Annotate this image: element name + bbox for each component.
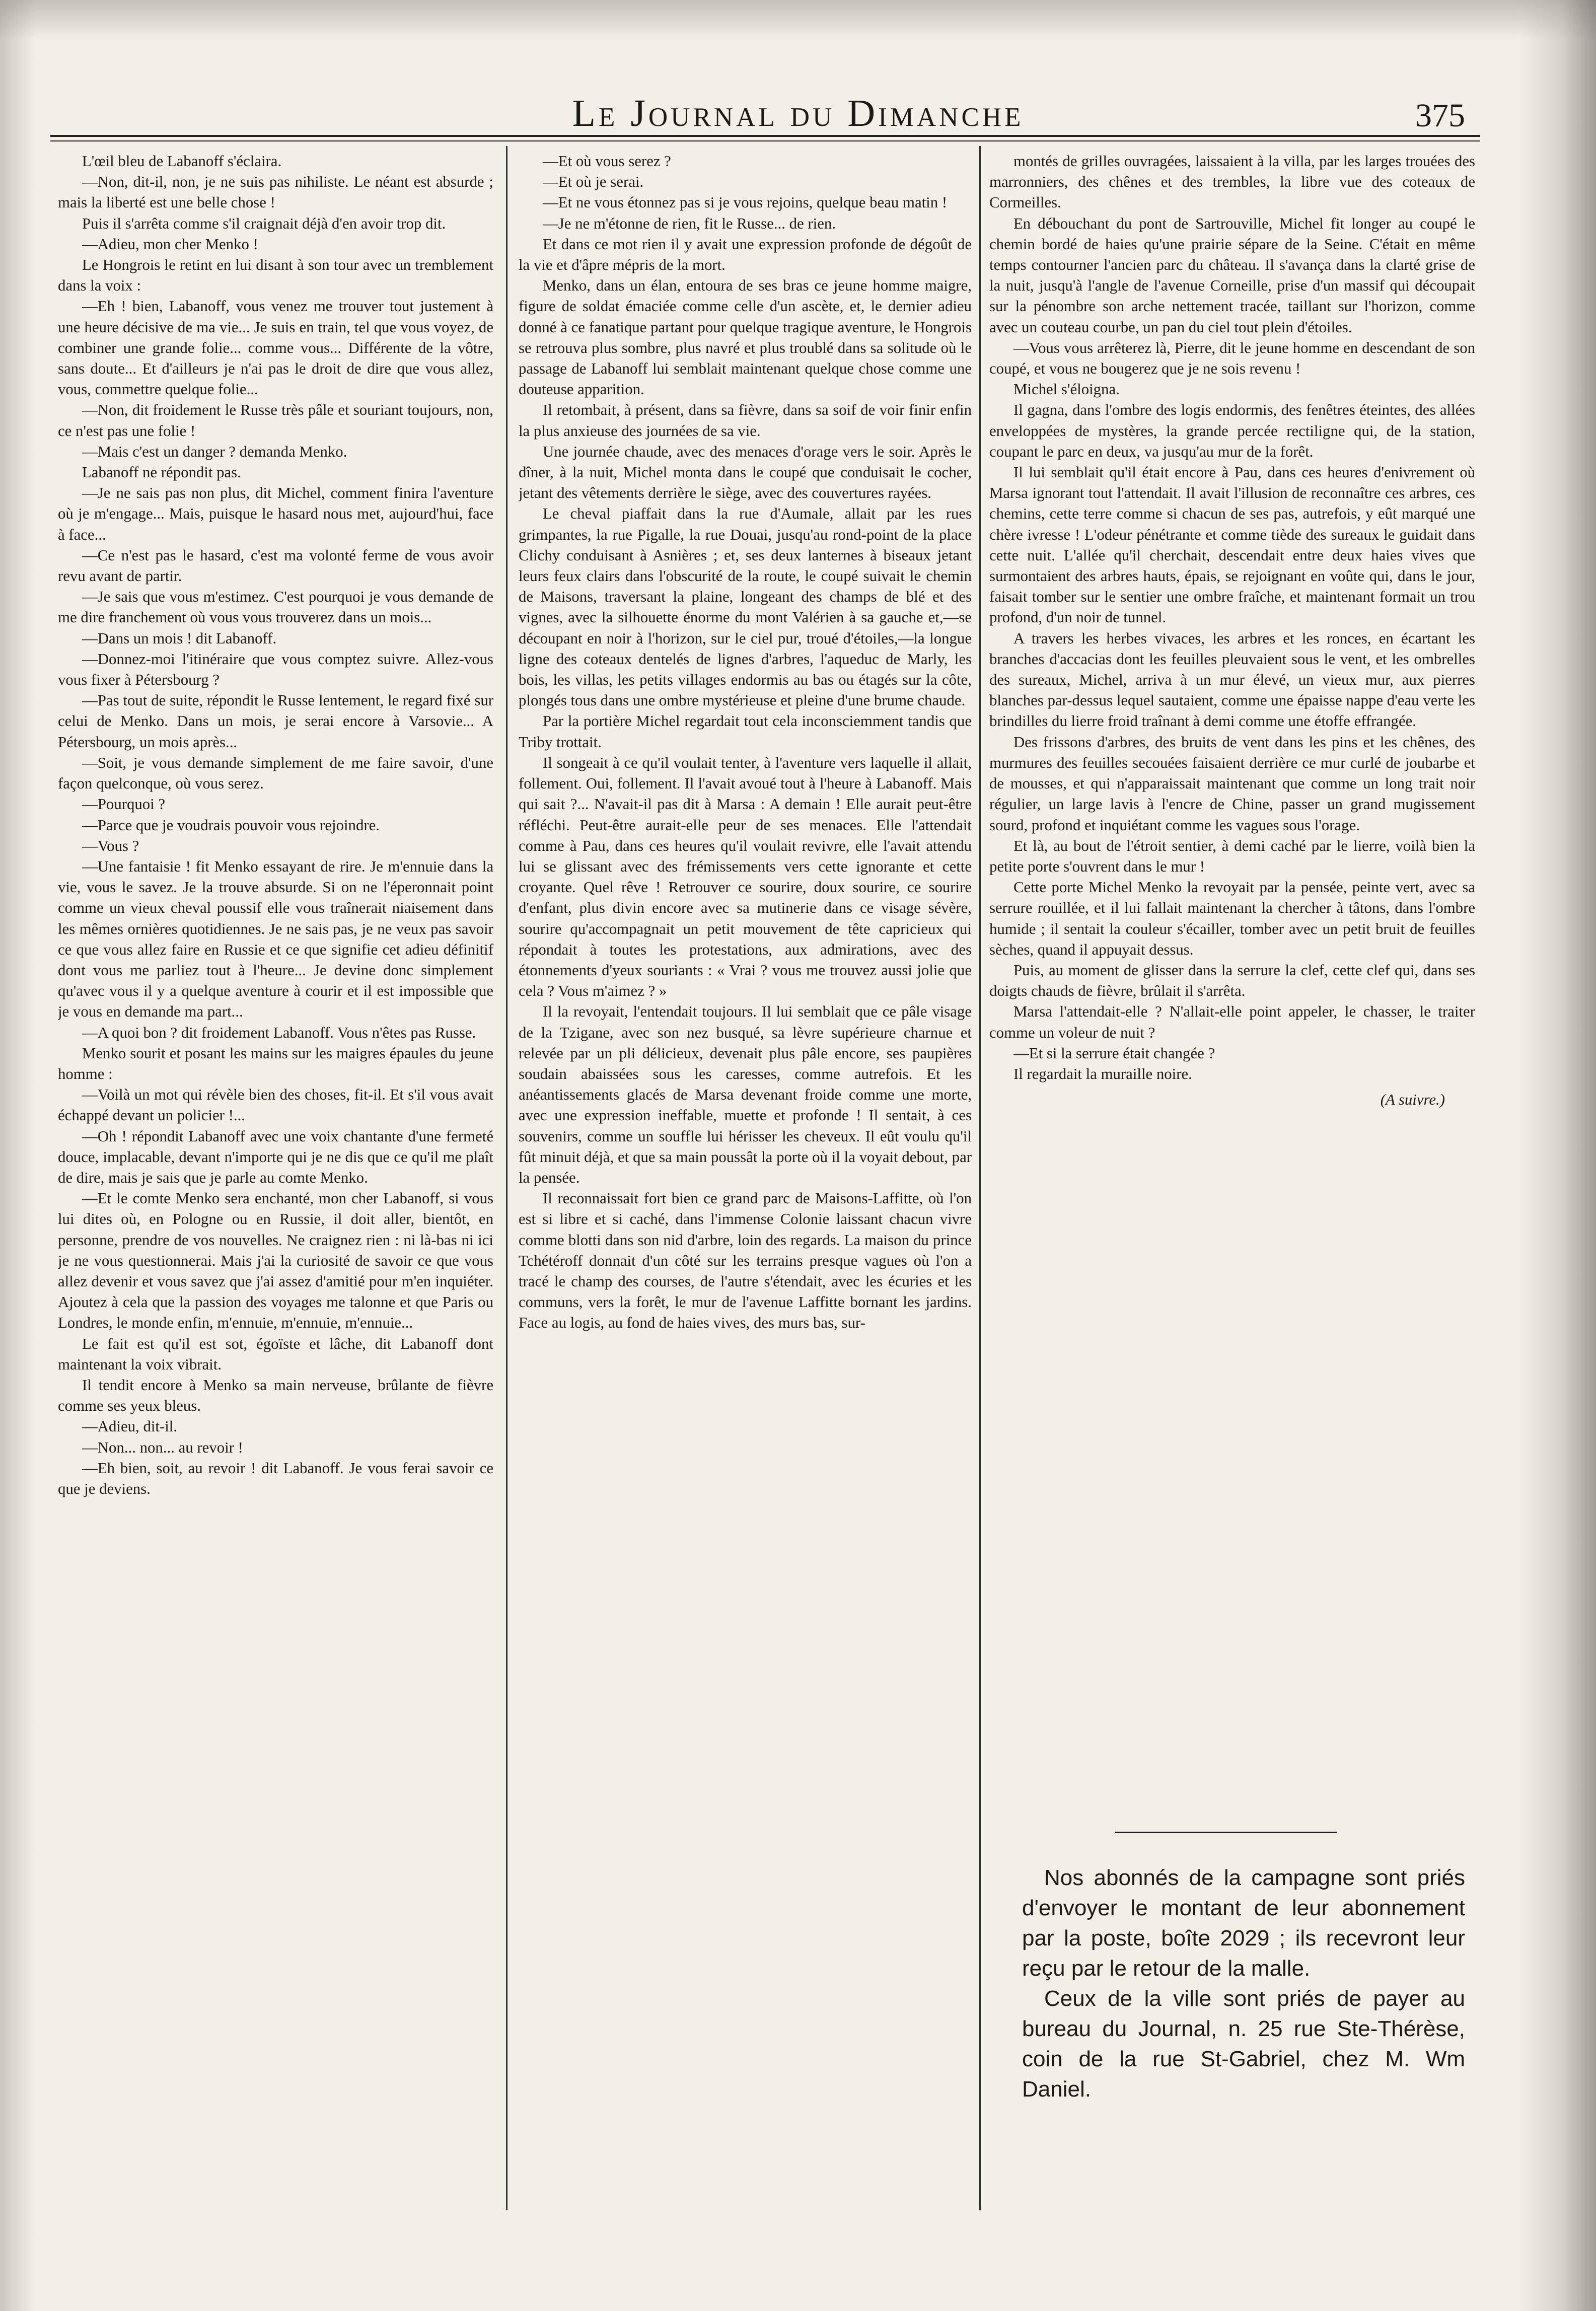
text-column-3 [989,151,1475,1813]
paragraph: Et dans ce mot rien il y avait une expression profonde de dégoût de la vie et d'âpre mépris de la mort. [519,235,972,274]
paragraph: —Ce n'est pas le hasard, c'est ma volonté ferme de vous avoir revu avant de partir. [58,546,493,585]
page-shadow-left [0,0,35,2311]
column-divider [979,146,981,2210]
paragraph: —Adieu, mon cher Menko ! [82,235,258,253]
paragraph: Le Hongrois le retint en lui disant à son tour avec un tremblement dans la voix : [58,256,493,295]
paragraph: Le cheval piaffait dans la rue d'Aumale, allait par les rues grimpantes, la rue Pigalle, la rue Douai, jusqu'au rond-point de la place Clichy conduisant à Asnières ; et, ses deux lanternes à biseaux jetant leurs feux clairs dans l'obscurité de la route, le coupé suivait le chemin de Maisons, traversant la plaine, longeant des champs de blé et des vignes, avec la silhouette énorme du mont Valérien à sa gauche et,—se découpant en noir à l'horizon, sur le ciel pur, troué d'étoiles,—la longue ligne des coteaux dentelés de lignes d'arbres, l'aqueduc de Marly, les bois, les villas, les petits villages endormis au bas ou étagés sur la côte, plongés tous dans une ombre mystérieuse et pleine d'une brume chaude. [519,505,972,709]
paragraph: —Eh ! bien, Labanoff, vous venez me trouver tout justement à une heure décisive de ma vie... Je suis en train, tel que vous voyez, de combiner une grande folie... comme vous... Différente de la vôtre, sans doute... Et d'ailleurs je n'ai pas le droit de dire que vous allez, vous, commettre quelque folie... [58,298,493,398]
paragraph: Il retombait, à présent, dans sa fièvre, dans sa soif de voir finir enfin la plus anxieuse des journées de sa vie. [519,401,972,440]
paragraph: Le fait est qu'il est sot, égoïste et lâche, dit Labanoff dont maintenant la voix vibrait. [58,1335,493,1373]
paragraph: A travers les herbes vivaces, les arbres et les ronces, en écartant les branches d'accacias dont les feuilles pleuvaient sous le vent, et les ombrelles des sureaux, Michel, arriva à un mur élevé, un vieux mur, aux pierres blanches par-dessus lequel sautaient, comme une épaisse nappe d'eau verte les brindilles du lierre froid traînant à demi comme une étoffe effrangée. [989,629,1475,730]
header-rule-thin [50,140,1480,141]
paragraph: Il tendit encore à Menko sa main nerveuse, brûlante de fièvre comme ses yeux bleus. [58,1376,493,1415]
paragraph: Puis il s'arrêta comme s'il craignait déjà d'en avoir trop dit. [82,214,446,232]
paragraph: En débouchant du pont de Sartrouville, Michel fit longer au coupé le chemin bordé de haies qu'une prairie sépare de la Seine. C'était en même temps contourner l'ancien parc du château. Il s'avança dans la clarté grise de la nuit, jusqu'à l'angle de l'avenue Corneille, prise d'un massif qui découpait sur la pénombre son arche nettement tracée, taillant sur l'horizon, comme avec un couteau courbe, un pan du ciel tout plein d'étoiles. [989,214,1475,336]
paragraph: —Adieu, dit-il. [82,1418,178,1435]
paragraph: Il regardait la muraille noire. [1013,1065,1192,1082]
paragraph: —Pas tout de suite, répondit le Russe lentement, le regard fixé sur celui de Menko. Dans un mois, je serai encore à Varsovie... A Pétersbourg, un mois après... [58,692,493,751]
text-column-2 [519,151,972,2185]
paragraph: Il reconnaissait fort bien ce grand parc de Maisons-Laffitte, où l'on est si libre et si caché, dans l'immense Colonie laissant chacun vivre comme blotti dans son nid d'arbre, loin des regards. La maison du prince Tchétéroff donnait d'un côté sur les terrains presque vagues où l'on a tracé le champ des courses, de l'autre s'étendait, avec les écuries et les communs, vers la forêt, le mur de l'avenue Laffitte bornant les jardins. Face au logis, au fond de haies vives, des murs bas, sur- [519,1190,972,1332]
paragraph: Par la portière Michel regardait tout cela inconsciemment tandis que Triby trottait. [519,712,972,751]
paragraph: —Soit, je vous demande simplement de me faire savoir, d'une façon quelconque, où vous serez. [58,754,493,792]
paragraph: —Et où je serai. [543,173,644,191]
paragraph: Il lui semblait qu'il était encore à Pau, dans ces heures d'enivrement où Marsa ignorant tout l'attendait. Il avait l'illusion de reconnaître ces arbres, ces chemins, cette terre comme si chacun de ses pas, autrefois, y eût marqué une chère ivresse ! L'odeur pénétrante et comme tiède des sureaux le guidait dans cette nuit. L'allée qu'il cherchait, descendait entre deux haies vives que surmontaient des arbres hauts, épais, se rejoignant en voûte qui, dans le jour, faisait tomber sur le sentier une ombre fraîche, et maintenant formait un trou profond, d'un noir de tunnel. [989,464,1475,626]
paragraph: —Je sais que vous m'estimez. C'est pourquoi je vous demande de me dire franchement où vous vous trouverez dans un mois... [58,588,493,626]
subscription-notice [1022,1863,1465,2105]
paragraph: —Non... non... au revoir ! [82,1438,243,1456]
notice-separator [1115,1832,1337,1833]
paragraph: —Et si la serrure était changée ? [1013,1044,1215,1062]
notice-paragraph: Nos abonnés de la campagne sont priés d'envoyer le montant de leur abonnement par la poste, boîte 2029 ; ils recevront leur reçu par le retour de la malle. [1022,1865,1465,1981]
paragraph: —Je ne sais pas non plus, dit Michel, comment finira l'aventure où je m'engage... Mais, puisque le hasard nous met, aujourd'hui, face à face... [58,484,493,543]
paragraph: Il gagna, dans l'ombre des logis endormis, des fenêtres éteintes, des allées enveloppées de mystères, la grande percée rectiligne qui, de la station, coupant le parc en deux, va jusqu'au mur de la forêt. [989,401,1475,460]
paragraph: Et là, au bout de l'étroit sentier, à demi caché par le lierre, voilà bien la petite porte s'ouvrent dans le mur ! [989,837,1475,875]
page-number: 375 [1415,97,1465,134]
paragraph: Il songeait à ce qu'il voulait tenter, à l'aventure vers laquelle il allait, follement. Oui, follement. Il l'avait avoué tout à l'heure à Labanoff. Mais qui sait ?... N'avait-il pas dit à Marsa : A demain ! Elle aurait peut-être réfléchi. Peut-être aurait-elle peur de ses menaces. Elle l'attendait comme à Pau, dans ces heures qu'il voulait revivre, elle l'avait attendu lui se glissant avec des frémissements vers cette ignorante et cette croyante. Quel rêve ! Retrouver ce sourire, doux sourire, ce sourire d'enfant, plus divin encore avec sa mutinerie dans ce visage sévère, sourire qu'accompagnait un petit mouvement de tête capricieux qui répondait à toutes les protestations, aux admirations, avec des étonnements d'yeux souriants : « Vrai ? vous me trouvez aussi jolie que cela ? Vous m'aimez ? » [519,754,972,1000]
paragraph: —Parce que je voudrais pouvoir vous rejoindre. [82,816,380,834]
paragraph: —Vous vous arrêterez là, Pierre, dit le jeune homme en descendant de son coupé, et vous ne bougerez que je ne sois revenu ! [989,339,1475,378]
paragraph: Marsa l'attendait-elle ? N'allait-elle point appeler, le chasser, le traiter comme un voleur de nuit ? [989,1003,1475,1041]
paragraph: montés de grilles ouvragées, laissaient à la villa, par les larges trouées des marronniers, des chênes et des trembles, la libre vue des coteaux de Cormeilles. [989,153,1475,211]
paragraph: Une journée chaude, avec des menaces d'orage vers le soir. Après le dîner, à la nuit, Michel monta dans le coupé que conduisait le cocher, jetant des vêtements derrière le siège, avec des couvertures rayées. [519,443,972,502]
paragraph: Puis, au moment de glisser dans la serrure la clef, cette clef qui, dans ses doigts chauds de fièvre, brûlait il s'arrêta. [989,961,1475,1000]
paragraph: Michel s'éloigna. [1013,381,1120,398]
header-rule [50,135,1480,137]
paragraph: —Mais c'est un danger ? demanda Menko. [82,443,347,460]
page-shadow-top [0,0,1596,40]
paragraph: —Dans un mois ! dit Labanoff. [82,629,277,647]
paragraph: Il la revoyait, l'entendait toujours. Il lui semblait que ce pâle visage de la Tzigane, avec son nez busqué, sa lèvre supérieure charnue et relevée par un pli délicieux, devenait plus pâle encore, ses paupières soudain abaissées sous les caresses, comme autrefois. Et les anéantissements glacés de Marsa devenant froide comme une morte, avec une expression ineffable, muette et profonde ! Il sentait, à ces souvenirs, comme un souffle lui hérisser les cheveux. Il eût voulu qu'il fût minuit déjà, et que sa main poussât la porte où il la voyait debout, par la pensée. [519,1003,972,1186]
paragraph: —Pourquoi ? [82,796,166,813]
paragraph: —Non, dit froidement le Russe très pâle et souriant toujours, non, ce n'est pas une folie ! [58,401,493,440]
paragraph: —Non, dit-il, non, je ne suis pas nihiliste. Le néant est absurde ; mais la liberté est une belle chose ! [58,173,493,211]
paragraph: —Eh bien, soit, au revoir ! dit Labanoff. Je vous ferai savoir ce que je deviens. [58,1459,493,1497]
paragraph: Menko, dans un élan, entoura de ses bras ce jeune homme maigre, figure de soldat émaciée comme celle d'un ascète, et, le dernier adieu donné à ce fanatique partant pour quelque tragique aventure, le Hongrois se retrouva plus sombre, plus navré et plus troublé dans sa solitude où le passage de Labanoff lui semblait maintenant quelque chose comme une douteuse apparition. [519,277,972,398]
paragraph: —Et ne vous étonnez pas si je vous rejoins, quelque beau matin ! [543,194,948,211]
to-be-continued: (A suivre.) [1380,1091,1445,1109]
text-column-1 [58,151,493,2185]
paragraph: —Oh ! répondit Labanoff avec une voix chantante d'une fermeté douce, implacable, devant n'importe qui je ne dis que ce qu'il me plaît de dire, mais je sais que je parle au comte Menko. [58,1127,493,1186]
paragraph: Des frissons d'arbres, des bruits de vent dans les pins et les chênes, des murmures des feuilles secouées faisaient derrière ce mur curlé de joubarbe et de mousses, et qui n'apparaissait maintenant que comme un long trait noir régulier, un large lavis à l'encre de Chine, passer un grand mugissement sourd, profond et inquiétant comme les vagues sous l'orage. [989,733,1475,834]
paragraph: Cette porte Michel Menko la revoyait par la pensée, peinte vert, avec sa serrure rouillée, et il lui fallait maintenant la chercher à tâtons, dans l'ombre humide ; il sentait la couleur s'écailler, tomber avec un petit bruit de feuilles sèches, quand il appuyait dessus. [989,879,1475,958]
paragraph: —Et où vous serez ? [543,153,671,170]
page-shadow-right [1520,0,1596,2311]
paragraph: —Une fantaisie ! fit Menko essayant de rire. Je m'ennuie dans la vie, vous le savez. Je la trouve absurde. Si on ne l'éperonnait point comme un vieux cheval poussif elle vous traînerait niaisement dans les mêmes ornières quotidiennes. Je ne sais pas, je ne veux pas savoir ce que vous allez faire en Russie et ce que signifie cet adieu définitif dont vous me parliez tout à l'heure... Je devine donc simplement qu'avec vous il y a quelque aventure à courir et il est impossible que je vous en demande ma part... [58,857,493,1021]
paragraph: Labanoff ne répondit pas. [82,464,241,481]
notice-paragraph: Ceux de la ville sont priés de payer au bureau du Journal, n. 25 rue Ste-Thérèse, coin de la rue St-Gabriel, chez M. Wm Daniel. [1022,1986,1465,2102]
paragraph: —Je ne m'étonne de rien, fit le Russe... de rien. [543,214,836,232]
masthead-title: Le Journal du Dimanche [572,92,1024,134]
paragraph: —A quoi bon ? dit froidement Labanoff. Vous n'êtes pas Russe. [82,1024,476,1041]
paragraph: —Donnez-moi l'itinéraire que vous comptez suivre. Allez-vous vous fixer à Pétersbourg ? [58,650,493,689]
paragraph: —Et le comte Menko sera enchanté, mon cher Labanoff, si vous lui dites où, en Pologne ou en Russie, il doit aller, bientôt, en personne, prendre de vos nouvelles. Ne craignez rien : ni là-bas ni ici je ne vous questionnerai. Mais j'ai la curiosité de savoir ce que vous allez devenir et vous savez que j'ai assez d'amitié pour m'en inquiéter. Ajoutez à cela que la passion des voyages me talonne et que Paris ou Londres, le monde enfin, m'ennuie, m'ennuie, m'ennuie... [58,1190,493,1332]
column-divider [506,146,507,2210]
paragraph: L'œil bleu de Labanoff s'éclaira. [82,153,282,170]
paragraph: —Voilà un mot qui révèle bien des choses, fit-il. Et s'il vous avait échappé devant un policier !... [58,1086,493,1124]
paragraph: Menko sourit et posant les mains sur les maigres épaules du jeune homme : [58,1044,493,1082]
paragraph: —Vous ? [82,837,139,854]
